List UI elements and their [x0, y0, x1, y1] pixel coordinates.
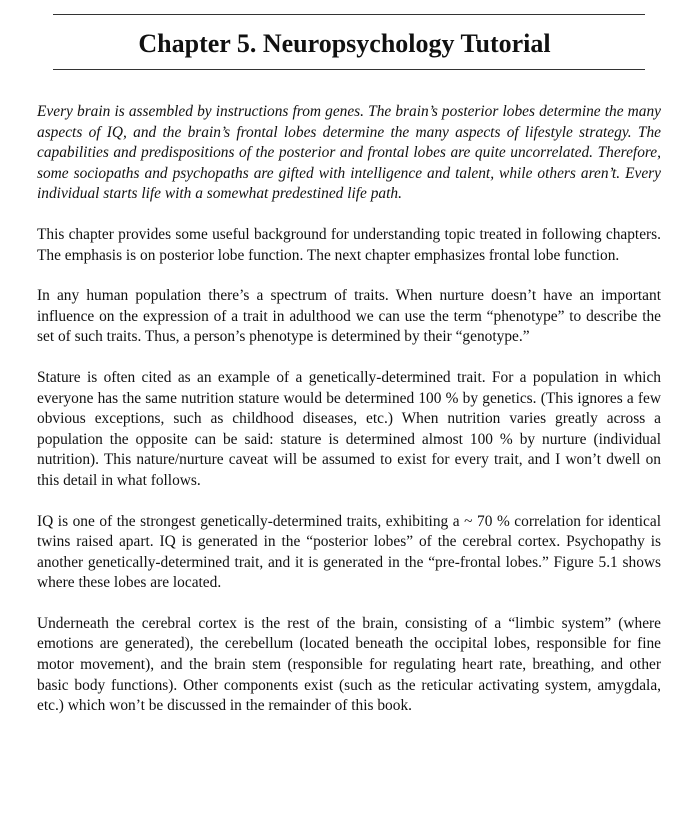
- chapter-body: [37, 102, 661, 717]
- title-top-rule: [53, 14, 645, 15]
- chapter-title: Chapter 5. Neuropsychology Tutorial: [138, 29, 551, 58]
- body-paragraph-brain-structure: Underneath the cerebral cortex is the rest of the brain, consisting of a “limbic system” (where emotions are generated), the cerebellum (located beneath the occipital lobes, responsible for fine motor movement), and the brain stem (responsible for regulating heart rate, breathing, and other basic body functions). Other components exist (such as the reticular activating system, amygdala, etc.) which won’t be discussed in the remainder of this book.: [37, 614, 661, 715]
- body-paragraph-background: This chapter provides some useful background for understanding topic treated in following chapters. The emphasis is on posterior lobe function. The next chapter emphasizes frontal lobe function.: [37, 225, 661, 264]
- intro-paragraph: Every brain is assembled by instructions from genes. The brain’s posterior lobes determine the many aspects of IQ, and the brain’s frontal lobes determine the many aspects of lifestyle strategy. The capabilities and predispositions of the posterior and frontal lobes are quite uncorrelated. Therefore, some sociopaths and psychopaths are gifted with intelligence and talent, while others aren’t. Every individual starts life with a somewhat predestined life path.: [37, 103, 661, 203]
- body-paragraph-iq: IQ is one of the strongest genetically-determined traits, exhibiting a ~ 70 % correlation for identical twins raised apart. IQ is generated in the “posterior lobes” of the cerebral cortex. Psychopathy is another genetically-determined trait, and it is generated in the “pre-frontal lobes.” Figure 5.1 shows where these lobes are located.: [37, 512, 661, 592]
- body-paragraph-phenotype: In any human population there’s a spectrum of traits. When nurture doesn’t have an important influence on the expression of a trait in adulthood we can use the term “phenotype” to describe the set of such traits. Thus, a person’s phenotype is determined by their “genotype.”: [37, 287, 661, 346]
- body-paragraph-stature: Stature is often cited as an example of a genetically-determined trait. For a population in which everyone has the same nutrition stature would be determined 100 % by genetics. (This ignores a few obvious exceptions, such as childhood diseases, etc.) When nutrition varies greatly across a population the opposite can be said: stature is determined almost 100 % by nurture (individual nutrition). This nature/nurture caveat will be assumed to exist for every trait, and I won’t dwell on this detail in what follows.: [37, 368, 661, 489]
- title-bottom-rule: [53, 69, 645, 70]
